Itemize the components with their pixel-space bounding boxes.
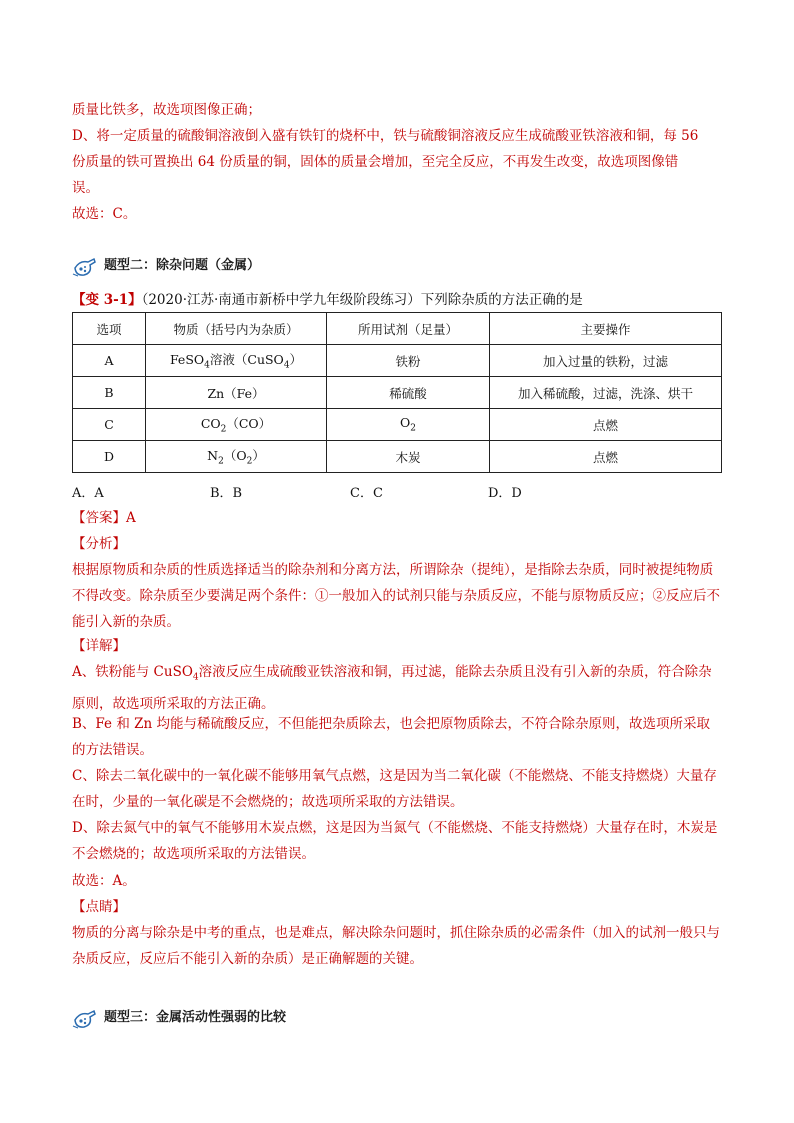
answer-line: [72, 506, 722, 531]
header-cell: 物质（括号内为杂质）: [146, 313, 327, 345]
operation-cell: 点燃: [490, 409, 722, 441]
flask-icon: [72, 1008, 96, 1028]
detail-label: 【详解】: [72, 638, 126, 654]
choice: B．B: [210, 486, 243, 501]
section-title: 题型三：金属活动性强弱的比较: [104, 1010, 287, 1025]
section-heading: [72, 254, 260, 276]
table-row: [73, 377, 722, 409]
table-row: [73, 441, 722, 473]
table-row: [73, 409, 722, 441]
analysis-text: 根据原物质和杂质的性质选择适当的除杂剂和分离方法，所谓除杂（提纯），是指除去杂质，同时被提纯物质不得改变。除杂质至少要满足两个条件：①一般加入的试剂只能与杂质反应，不能与原物质反应；②反应后不能引入新的杂质。: [72, 562, 720, 630]
section-heading: [72, 1006, 286, 1028]
substance-cell: Zn（Fe）: [146, 377, 327, 409]
operation-cell: 加入过量的铁粉，过滤: [490, 345, 722, 377]
operation-cell: 加入稀硫酸，过滤，洗涤、烘干: [490, 377, 722, 409]
text-line: 故选：C。: [72, 206, 137, 222]
point-label: 【点睛】: [72, 899, 126, 915]
analysis-label: 【分析】: [72, 536, 126, 552]
substance-cell: $N_2(O_2)$: [146, 441, 327, 473]
substance-cell: $CO_2(CO)$: [146, 409, 327, 441]
operation-cell: 点燃: [490, 441, 722, 473]
section-title: 题型二：除杂问题（金属）: [104, 258, 261, 273]
flask-icon: [72, 256, 96, 276]
detail-end: 故选：A。: [72, 873, 136, 889]
text-line: D、将一定质量的硫酸铜溶液倒入盛有铁钉的烧杯中，铁与硫酸铜溶液反应生成硫酸亚铁溶液和铜，每 56: [72, 128, 699, 144]
question: [72, 288, 722, 313]
options-table: [72, 312, 722, 473]
header-cell: 选项: [73, 313, 146, 345]
detail-c: C、除去二氧化碳中的一氧化碳不能够用氧气点燃，这是因为当二氧化碳（不能燃烧、不能支持燃烧）大量存在时，少量的一氧化碳是不会燃烧的；故选项所采取的方法错误。: [72, 768, 717, 810]
choice: C．C: [350, 486, 383, 501]
text-line: 份质量的铁可置换出 64 份质量的铜，固体的质量会增加，至完全反应，不再发生改变，故选项图像错: [72, 154, 679, 170]
substance-cell: FeSO$_4$溶液（CuSO$_4$）: [146, 345, 327, 377]
header-cell: 所用试剂（足量）: [327, 313, 490, 345]
option-cell: C: [73, 409, 146, 441]
detail-d: D、除去氮气中的氧气不能够用木炭点燃，这是因为当氮气（不能燃烧、不能支持燃烧）大量存在时，木炭是不会燃烧的；故选项所采取的方法错误。: [72, 820, 718, 862]
table-header-row: [73, 313, 722, 345]
question-text: （2020·江苏·南通市新桥中学九年级阶段练习）下列除杂质的方法正确的是: [141, 292, 583, 308]
option-cell: D: [73, 441, 146, 473]
header-cell: 主要操作: [490, 313, 722, 345]
choice: D．D: [488, 486, 522, 501]
option-cell: A: [73, 345, 146, 377]
reagent-cell: 木炭: [327, 441, 490, 473]
table-row: [73, 345, 722, 377]
text-line: 质量比铁多，故选项图像正确；: [72, 102, 261, 118]
reagent-cell: $O_2$: [327, 409, 490, 441]
detail-a: A、铁粉能与 CuSO$_4$溶液反应生成硫酸亚铁溶液和铜，再过滤，能除去杂质且没有引入新的杂质，符合除杂原则，故选项所采取的方法正确。: [72, 664, 712, 712]
option-cell: B: [73, 377, 146, 409]
point-text: 物质的分离与除杂是中考的重点，也是难点，解决除杂问题时，抓住除杂质的必需条件（加入的试剂一般只与杂质反应，反应后不能引入新的杂质）是正确解题的关键。: [72, 925, 720, 967]
answer-choices: [72, 482, 722, 501]
reagent-cell: 铁粉: [327, 345, 490, 377]
reagent-cell: 稀硫酸: [327, 377, 490, 409]
question-tag: 【变 3-1】: [72, 292, 142, 308]
answer-value: A: [126, 510, 136, 526]
choice: A．A: [72, 486, 104, 501]
answer-label: 【答案】: [72, 510, 126, 526]
detail-b: B、Fe 和 Zn 均能与稀硫酸反应，不但能把杂质除去，也会把原物质除去，不符合除杂原则，故选项所采取的方法错误。: [72, 716, 710, 758]
text-line: 误。: [72, 180, 99, 196]
